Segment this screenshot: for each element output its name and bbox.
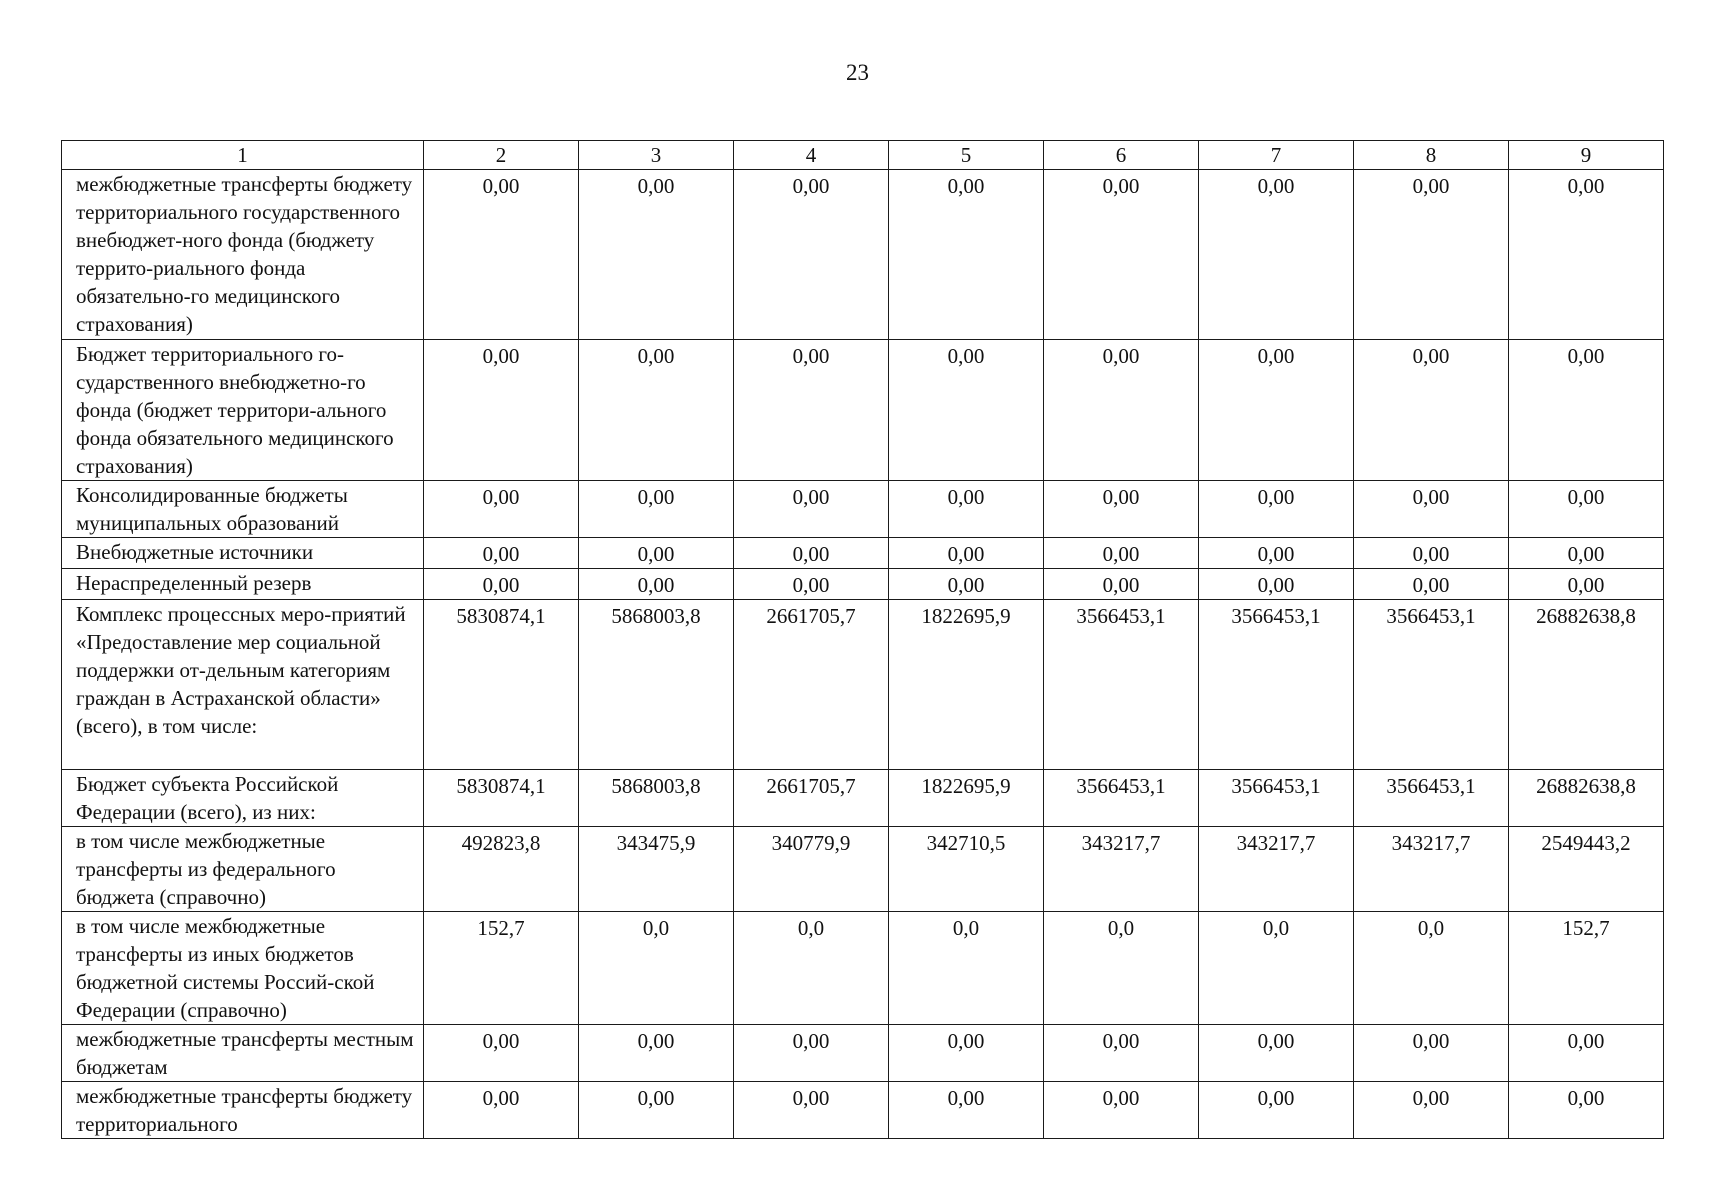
cell-value: 0,00	[1509, 340, 1664, 481]
cell-value: 5830874,1	[424, 770, 579, 827]
cell-value: 0,00	[1354, 1082, 1509, 1139]
table-row	[62, 170, 1664, 340]
column-header: 6	[1044, 141, 1199, 170]
cell-value: 0,00	[1199, 1025, 1354, 1082]
cell-value: 0,00	[889, 538, 1044, 569]
cell-value: 5868003,8	[579, 600, 734, 770]
page-number: 23	[846, 60, 869, 85]
cell-value: 0,00	[424, 569, 579, 600]
cell-value: 343217,7	[1354, 827, 1509, 912]
cell-value: 340779,9	[734, 827, 889, 912]
cell-value: 26882638,8	[1509, 600, 1664, 770]
cell-value: 343217,7	[1044, 827, 1199, 912]
cell-value: 0,00	[1509, 481, 1664, 538]
column-header: 5	[889, 141, 1044, 170]
cell-value: 0,00	[1354, 538, 1509, 569]
cell-value: 0,00	[889, 569, 1044, 600]
cell-value: 0,00	[734, 340, 889, 481]
table-row	[62, 340, 1664, 481]
cell-value: 0,00	[579, 1082, 734, 1139]
cell-value: 0,00	[424, 340, 579, 481]
cell-value: 1822695,9	[889, 600, 1044, 770]
cell-value: 3566453,1	[1199, 770, 1354, 827]
cell-value: 0,00	[424, 481, 579, 538]
cell-value: 0,00	[1044, 538, 1199, 569]
cell-value: 3566453,1	[1199, 600, 1354, 770]
cell-value: 0,00	[889, 170, 1044, 340]
row-label: в том числе межбюджетные трансферты из иных бюджетов бюджетной системы Россий-ской Федерации (справочно)	[62, 912, 424, 1025]
cell-value: 0,00	[579, 1025, 734, 1082]
row-label: Внебюджетные источники	[62, 538, 424, 569]
cell-value: 0,00	[1199, 1082, 1354, 1139]
cell-value: 2549443,2	[1509, 827, 1664, 912]
cell-value: 0,0	[1354, 912, 1509, 1025]
cell-value: 0,0	[734, 912, 889, 1025]
cell-value: 0,00	[1199, 340, 1354, 481]
cell-value: 0,00	[579, 340, 734, 481]
cell-value: 0,0	[1044, 912, 1199, 1025]
table-row	[62, 600, 1664, 770]
table-row	[62, 1025, 1664, 1082]
row-label: Комплекс процессных меро-приятий «Предоставление мер социальной поддержки от-дельным категориям граждан в Астраханской области» (всего), в том числе:	[62, 600, 424, 770]
cell-value: 3566453,1	[1354, 600, 1509, 770]
row-label: межбюджетные трансферты бюджету территориального государственного внебюджет-ного фонда (бюджету террито-риального фонда обязательно-го медицинского страхования)	[62, 170, 424, 340]
cell-value: 0,00	[889, 1025, 1044, 1082]
cell-value: 0,00	[889, 340, 1044, 481]
cell-value: 0,00	[1199, 538, 1354, 569]
cell-value: 0,00	[579, 538, 734, 569]
cell-value: 0,00	[424, 538, 579, 569]
row-label: Нераспределенный резерв	[62, 569, 424, 600]
cell-value: 152,7	[424, 912, 579, 1025]
table-row	[62, 538, 1664, 569]
column-header: 7	[1199, 141, 1354, 170]
cell-value: 0,0	[1199, 912, 1354, 1025]
table-row	[62, 481, 1664, 538]
cell-value: 26882638,8	[1509, 770, 1664, 827]
column-header: 4	[734, 141, 889, 170]
column-header: 1	[62, 141, 424, 170]
cell-value: 0,00	[734, 1025, 889, 1082]
cell-value: 0,00	[1509, 569, 1664, 600]
cell-value: 5830874,1	[424, 600, 579, 770]
table-header-row	[62, 141, 1664, 170]
table-row	[62, 770, 1664, 827]
cell-value: 0,00	[1354, 340, 1509, 481]
cell-value: 0,00	[734, 1082, 889, 1139]
cell-value: 0,00	[1354, 170, 1509, 340]
cell-value: 0,00	[579, 569, 734, 600]
cell-value: 0,00	[1044, 1025, 1199, 1082]
column-header: 3	[579, 141, 734, 170]
cell-value: 0,00	[1199, 569, 1354, 600]
cell-value: 0,00	[1044, 340, 1199, 481]
cell-value: 0,00	[1044, 170, 1199, 340]
cell-value: 343475,9	[579, 827, 734, 912]
cell-value: 343217,7	[1199, 827, 1354, 912]
cell-value: 3566453,1	[1354, 770, 1509, 827]
row-label: межбюджетные трансферты местным бюджетам	[62, 1025, 424, 1082]
cell-value: 0,00	[734, 538, 889, 569]
cell-value: 3566453,1	[1044, 600, 1199, 770]
cell-value: 0,00	[1044, 1082, 1199, 1139]
row-label: Бюджет территориального го-сударственного внебюджетно-го фонда (бюджет территори-ального фонда обязательного медицинского страхования)	[62, 340, 424, 481]
cell-value: 0,00	[1509, 1025, 1664, 1082]
cell-value: 0,00	[424, 170, 579, 340]
cell-value: 0,00	[1199, 170, 1354, 340]
budget-table	[61, 140, 1664, 1139]
cell-value: 0,00	[1509, 538, 1664, 569]
cell-value: 2661705,7	[734, 770, 889, 827]
cell-value: 0,00	[1509, 1082, 1664, 1139]
cell-value: 0,00	[889, 481, 1044, 538]
cell-value: 492823,8	[424, 827, 579, 912]
cell-value: 0,00	[734, 481, 889, 538]
cell-value: 0,00	[579, 481, 734, 538]
cell-value: 0,00	[1044, 481, 1199, 538]
table-row	[62, 569, 1664, 600]
column-header: 8	[1354, 141, 1509, 170]
cell-value: 0,0	[579, 912, 734, 1025]
cell-value: 0,00	[1354, 569, 1509, 600]
row-label: в том числе межбюджетные трансферты из федерального бюджета (справочно)	[62, 827, 424, 912]
cell-value: 0,00	[579, 170, 734, 340]
cell-value: 0,00	[424, 1025, 579, 1082]
cell-value: 0,00	[889, 1082, 1044, 1139]
row-label: Консолидированные бюджеты муниципальных образований	[62, 481, 424, 538]
cell-value: 0,00	[1354, 481, 1509, 538]
cell-value: 0,00	[734, 569, 889, 600]
row-label: межбюджетные трансферты бюджету территориального	[62, 1082, 424, 1139]
row-label: Бюджет субъекта Российской Федерации (всего), из них:	[62, 770, 424, 827]
table-row	[62, 1082, 1664, 1139]
table-row	[62, 827, 1664, 912]
table-row	[62, 912, 1664, 1025]
column-header: 2	[424, 141, 579, 170]
cell-value: 3566453,1	[1044, 770, 1199, 827]
cell-value: 2661705,7	[734, 600, 889, 770]
cell-value: 0,00	[1199, 481, 1354, 538]
column-header: 9	[1509, 141, 1664, 170]
cell-value: 5868003,8	[579, 770, 734, 827]
cell-value: 0,00	[734, 170, 889, 340]
cell-value: 0,00	[1509, 170, 1664, 340]
cell-value: 0,00	[1044, 569, 1199, 600]
cell-value: 152,7	[1509, 912, 1664, 1025]
cell-value: 342710,5	[889, 827, 1044, 912]
cell-value: 1822695,9	[889, 770, 1044, 827]
cell-value: 0,00	[424, 1082, 579, 1139]
cell-value: 0,00	[1354, 1025, 1509, 1082]
cell-value: 0,0	[889, 912, 1044, 1025]
